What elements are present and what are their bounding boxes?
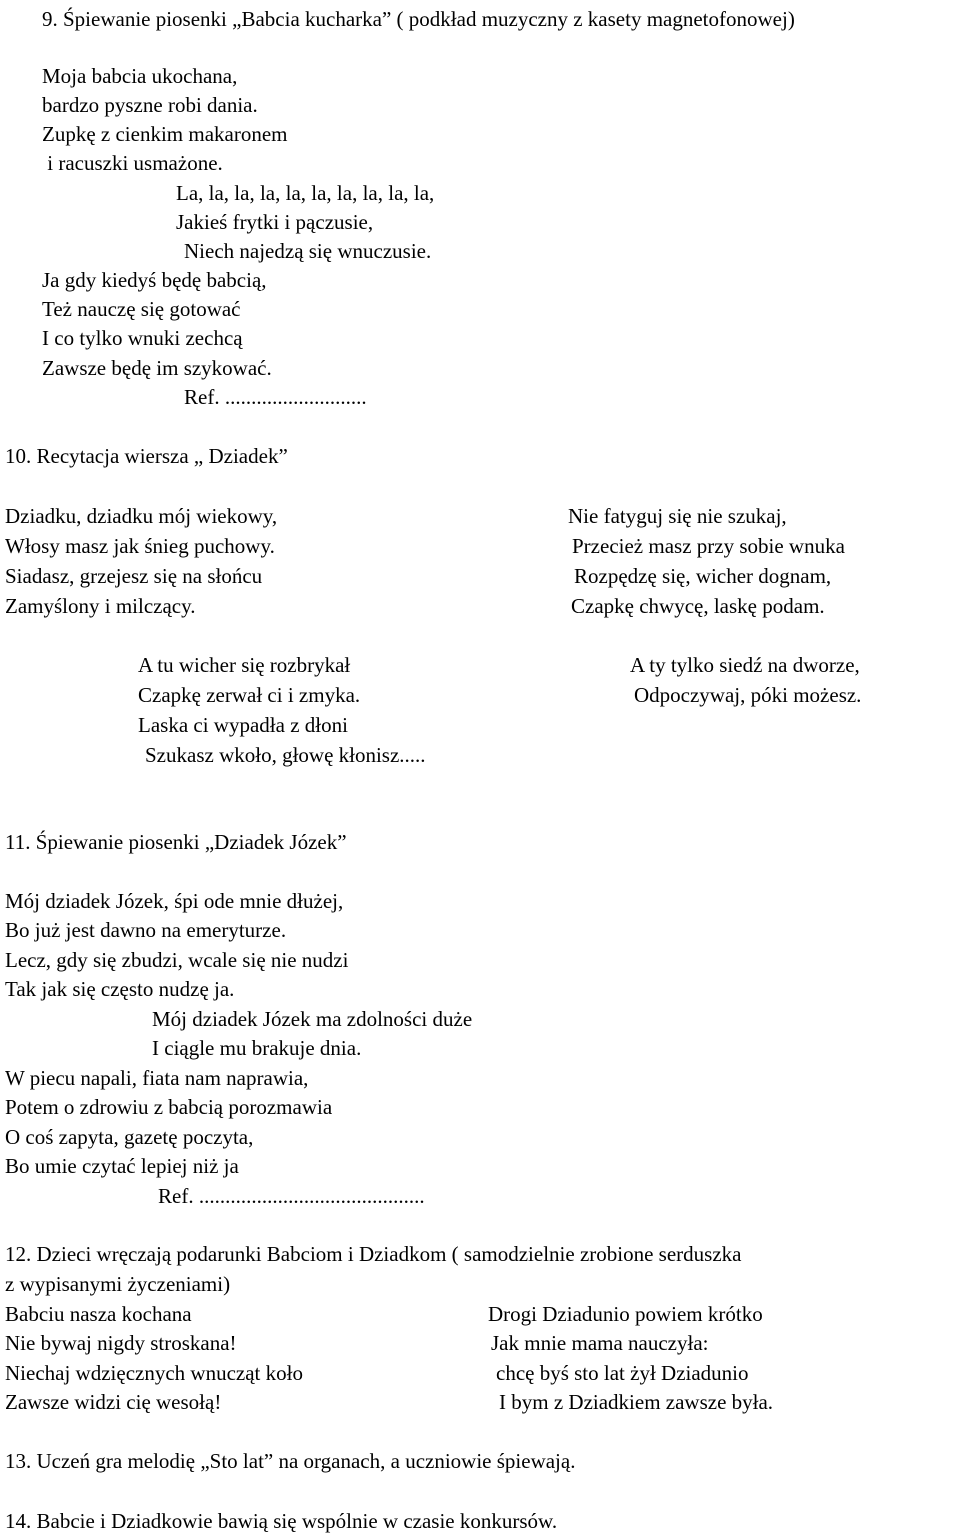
poem-line: Zamyślony i milczący. xyxy=(5,594,196,618)
song-line: Też nauczę się gotować xyxy=(42,297,241,321)
song-line: I ciągle mu brakuje dnia. xyxy=(152,1036,362,1060)
poem-line: Czapkę chwycę, laskę podam. xyxy=(571,594,825,618)
poem-line: Włosy masz jak śnieg puchowy. xyxy=(5,534,275,558)
wish-line: Babciu nasza kochana xyxy=(5,1302,192,1326)
song-line: I co tylko wnuki zechcą xyxy=(42,326,243,350)
song-line: La, la, la, la, la, la, la, la, la, la, xyxy=(176,181,435,205)
song-line: Moja babcia ukochana, xyxy=(42,64,238,88)
refrain-marker: Ref. ........................... xyxy=(184,385,367,409)
song-line: Lecz, gdy się zbudzi, wcale się nie nudzi xyxy=(5,948,349,972)
poem-line: Rozpędzę się, wicher dognam, xyxy=(574,564,832,588)
poem-line: A tu wicher się rozbrykał xyxy=(138,653,351,677)
section-13-text: 13. Uczeń gra melodię „Sto lat” na organach, a uczniowie śpiewają. xyxy=(5,1449,576,1473)
poem-line: Dziadku, dziadku mój wiekowy, xyxy=(5,504,278,528)
song-line: Zawsze będę im szykować. xyxy=(42,356,272,380)
song-line: Jakieś frytki i pączusie, xyxy=(176,210,374,234)
wish-line: chcę byś sto lat żył Dziadunio xyxy=(496,1361,749,1385)
song-line: Bo już jest dawno na emeryturze. xyxy=(5,918,287,942)
song-line: W piecu napali, fiata nam naprawia, xyxy=(5,1066,309,1090)
section-11-heading: 11. Śpiewanie piosenki „Dziadek Józek” xyxy=(5,830,347,854)
wish-line: I bym z Dziadkiem zawsze była. xyxy=(499,1390,774,1414)
poem-line: Laska ci wypadła z dłoni xyxy=(138,713,348,737)
poem-line: Przecież masz przy sobie wnuka xyxy=(572,534,845,558)
song-line: Mój dziadek Józek, śpi ode mnie dłużej, xyxy=(5,889,344,913)
song-line: i racuszki usmażone. xyxy=(42,151,223,175)
section-9-heading: 9. Śpiewanie piosenki „Babcia kucharka” ( podkład muzyczny z kasety magnetofonowej) xyxy=(42,7,795,31)
wish-line: Drogi Dziadunio powiem krótko xyxy=(488,1302,763,1326)
poem-line: Siadasz, grzejesz się na słońcu xyxy=(5,564,263,588)
section-14-text: 14. Babcie i Dziadkowie bawią się wspólnie w czasie konkursów. xyxy=(5,1509,558,1533)
song-line: bardzo pyszne robi dania. xyxy=(42,93,258,117)
poem-line: Czapkę zerwał ci i zmyka. xyxy=(138,683,361,707)
section-10-heading: 10. Recytacja wiersza „ Dziadek” xyxy=(5,444,288,468)
wish-line: Niechaj wdzięcznych wnucząt koło xyxy=(5,1361,303,1385)
song-line: Bo umie czytać lepiej niż ja xyxy=(5,1154,239,1178)
poem-line: Szukasz wkoło, głowę kłonisz..... xyxy=(145,743,426,767)
poem-line: Odpoczywaj, póki możesz. xyxy=(634,683,862,707)
refrain-marker: Ref. ........................................... xyxy=(158,1184,425,1208)
section-12-heading-cont: z wypisanymi życzeniami) xyxy=(5,1272,231,1296)
song-line: Ja gdy kiedyś będę babcią, xyxy=(42,268,267,292)
song-line: Mój dziadek Józek ma zdolności duże xyxy=(152,1007,473,1031)
song-line: Zupkę z cienkim makaronem xyxy=(42,122,288,146)
song-line: Niech najedzą się wnuczusie. xyxy=(184,239,432,263)
song-line: Tak jak się często nudzę ja. xyxy=(5,977,235,1001)
poem-line: Nie fatyguj się nie szukaj, xyxy=(568,504,787,528)
poem-line: A ty tylko siedź na dworze, xyxy=(630,653,860,677)
wish-line: Nie bywaj nigdy stroskana! xyxy=(5,1331,237,1355)
wish-line: Zawsze widzi cię wesołą! xyxy=(5,1390,222,1414)
song-line: Potem o zdrowiu z babcią porozmawia xyxy=(5,1095,333,1119)
wish-line: Jak mnie mama nauczyła: xyxy=(491,1331,709,1355)
song-line: O coś zapyta, gazetę poczyta, xyxy=(5,1125,254,1149)
section-12-heading: 12. Dzieci wręczają podarunki Babciom i Dziadkom ( samodzielnie zrobione serduszka xyxy=(5,1242,742,1266)
